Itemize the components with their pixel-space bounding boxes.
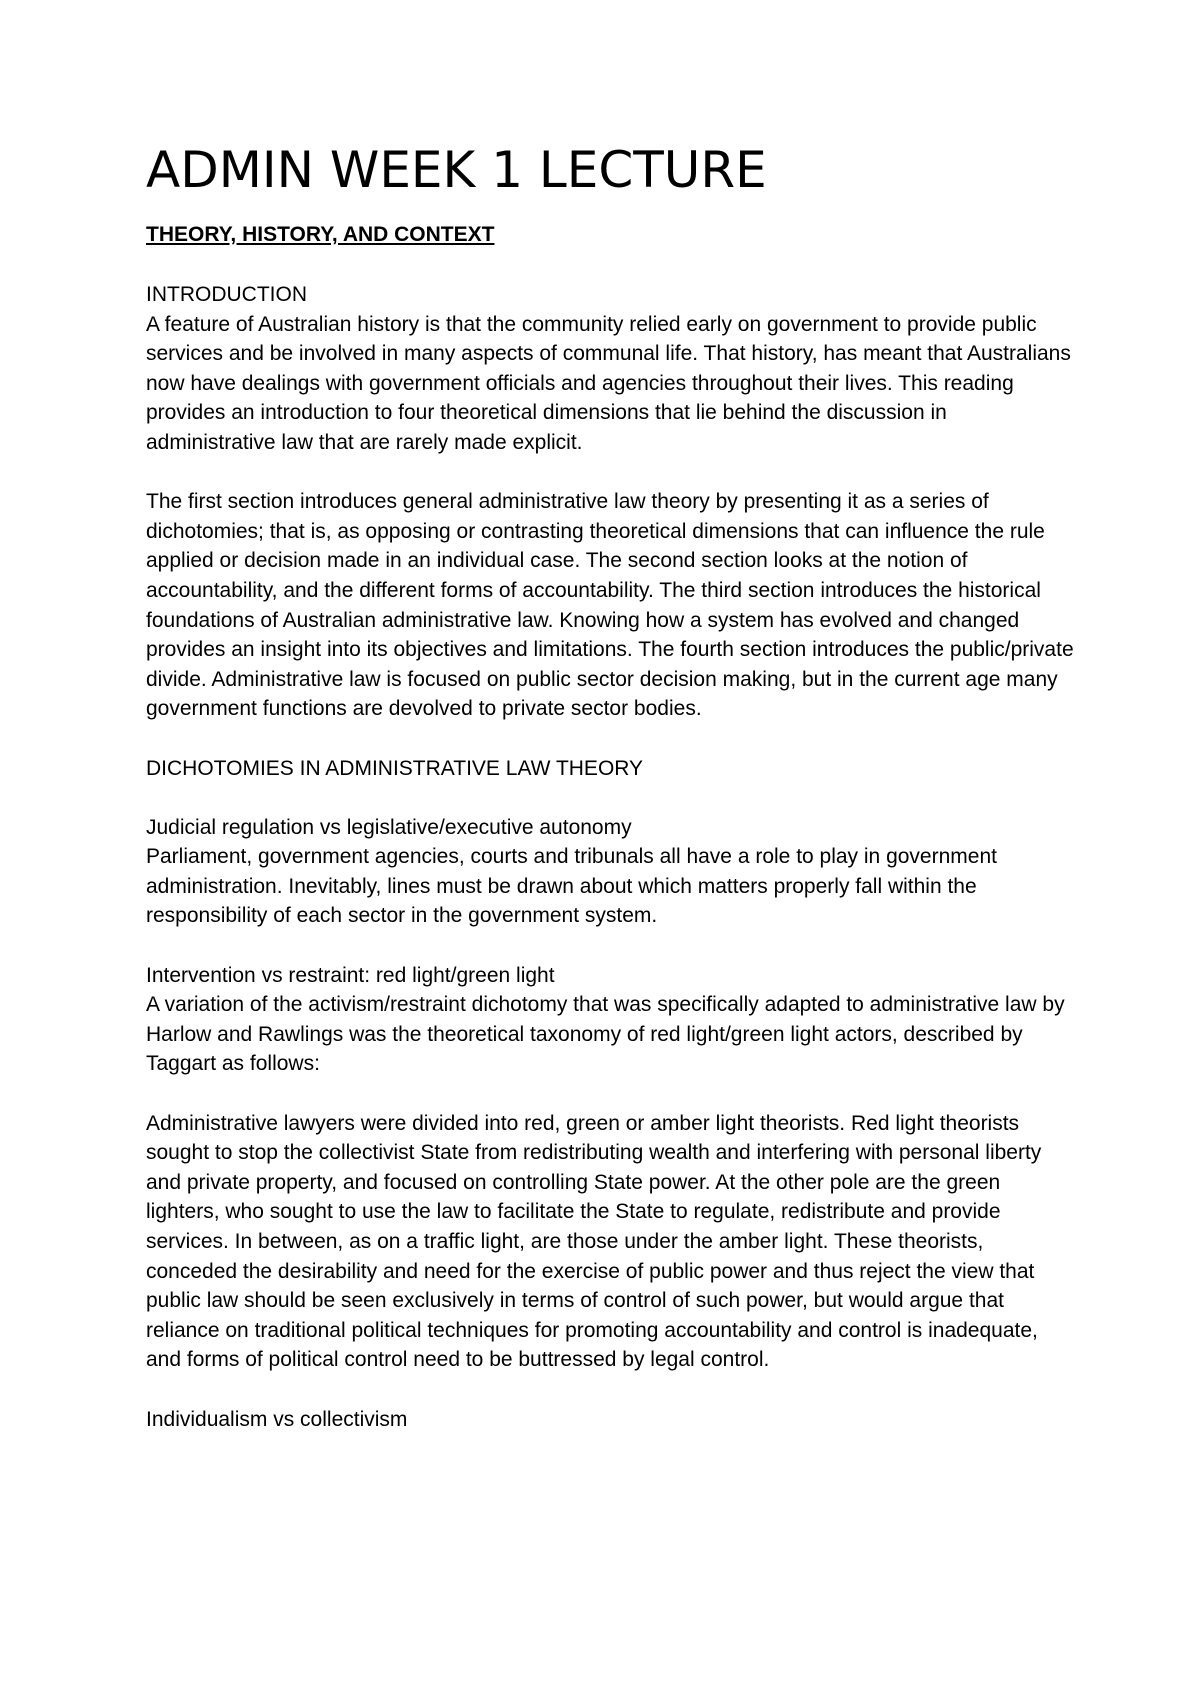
overview-paragraph: The first section introduces general administrative law theory by presenting it as a series of dichotomies; that is, as opposing or contrasting theoretical dimensions that can influence the rule applied or decision made in an individual case. The second section looks at the notion of accountability, and the different forms of accountability. The third section introduces the historical foundations of Australian administrative law. Knowing how a system has evolved and changed provides an insight into its objectives and limitations. The fourth section introduces the public/private divide. Administrative law is focused on public sector decision making, but in the current age many government functions are devolved to private sector bodies.: [146, 490, 1074, 721]
quote-section: [146, 1109, 1076, 1375]
individualism-heading: Individualism vs collectivism: [146, 1407, 408, 1431]
judicial-heading: Judicial regulation vs legislative/executive autonomy: [146, 815, 632, 839]
introduction-paragraph: A feature of Australian history is that the community relied early on government to provide public services and be involved in many aspects of communal life. That history, has meant that Australians now have dealings with government officials and agencies throughout their lives. This reading provides an introduction to four theoretical dimensions that lie behind the discussion in administrative law that are rarely made explicit.: [146, 312, 1071, 454]
dichotomies-heading: DICHOTOMIES IN ADMINISTRATIVE LAW THEORY: [146, 756, 644, 780]
introduction-heading: INTRODUCTION: [146, 283, 307, 306]
introduction-section: [146, 280, 1076, 458]
judicial-section: [146, 813, 1076, 931]
document-page: [146, 140, 1076, 1464]
intervention-heading: Intervention vs restraint: red light/green light: [146, 963, 555, 987]
judicial-paragraph: Parliament, government agencies, courts and tribunals all have a role to play in government administration. Inevitably, lines must be drawn about which matters properly fall within the responsibility of each sector in the government system.: [146, 845, 997, 928]
intervention-section: [146, 961, 1076, 1079]
quote-paragraph: Administrative lawyers were divided into red, green or amber light theorists. Red light theorists sought to stop the collectivist State from redistributing wealth and interfering with personal liberty and private property, and focused on controlling State power. At the other pole are the green lighters, who sought to use the law to facilitate the State to regulate, redistribute and provide services. In between, as on a traffic light, are those under the amber light. These theorists, conceded the desirability and need for the exercise of public power and thus reject the view that public law should be seen exclusively in terms of control of such power, but would argue that reliance on traditional political techniques for promoting accountability and control is inadequate, and forms of political control need to be buttressed by legal control.: [146, 1111, 1042, 1372]
section-heading: THEORY, HISTORY, AND CONTEXT: [146, 223, 495, 246]
intervention-paragraph: A variation of the activism/restraint dichotomy that was specifically adapted to administrative law by Harlow and Rawlings was the theoretical taxonomy of red light/green light actors, described by Taggart as follows:: [146, 993, 1065, 1076]
document-title: ADMIN WEEK 1 LECTURE: [146, 141, 767, 199]
overview-section: [146, 487, 1076, 724]
